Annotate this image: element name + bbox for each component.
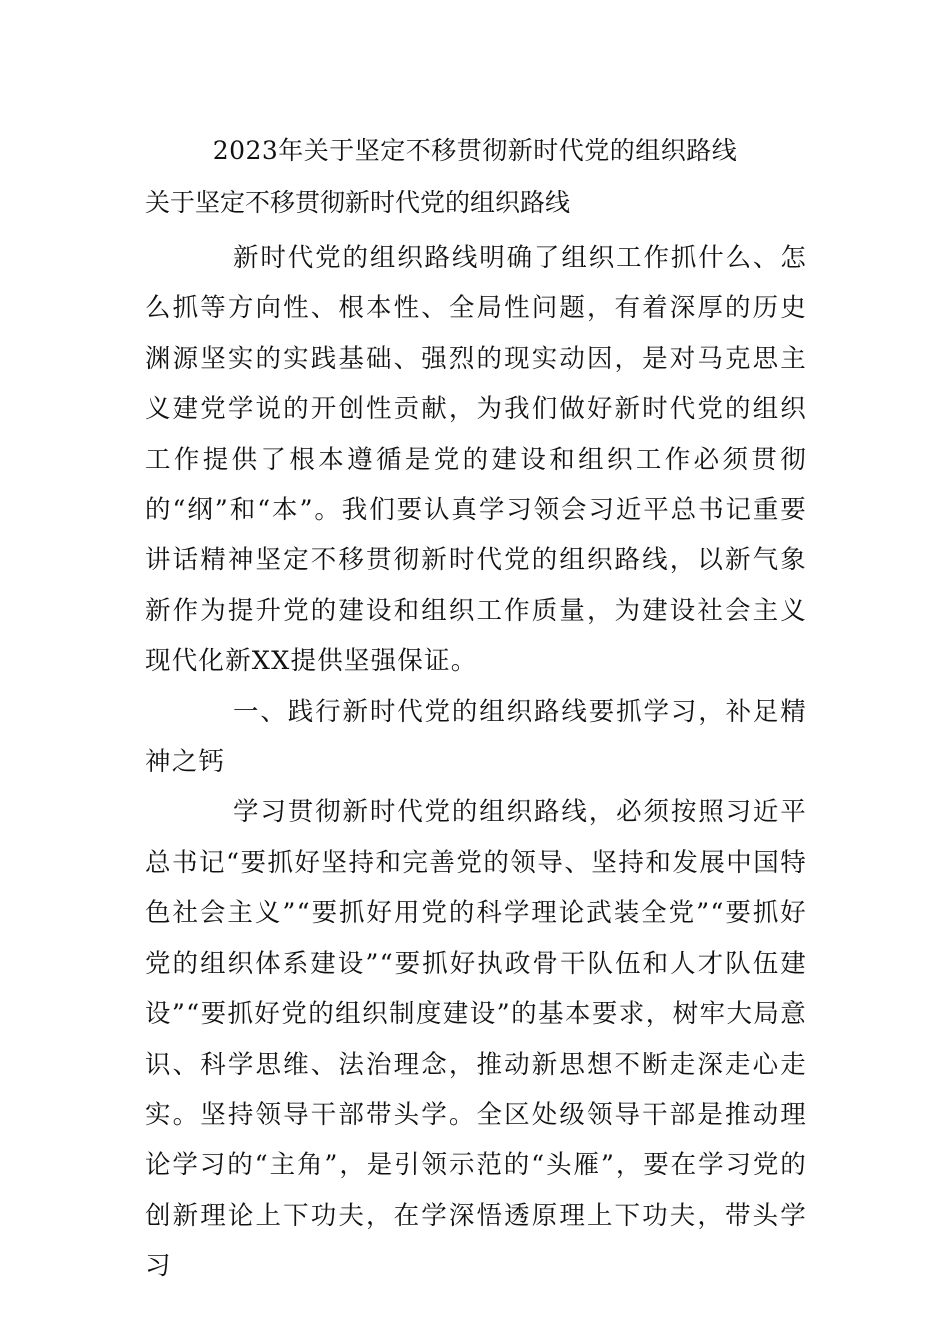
document-title: 2023年关于坚定不移贯彻新时代党的组织路线 xyxy=(212,136,738,165)
document-body xyxy=(145,233,807,1292)
document-subtitle: 关于坚定不移贯彻新时代党的组织路线 xyxy=(145,188,571,217)
section-1-paragraph: 学习贯彻新时代党的组织路线，必须按照习近平总书记“要抓好坚持和完善党的领导、坚持和发展中国特色社会主义”“要抓好用党的科学理论武装全党”“要抓好党的组织体系建设”“要抓好执政骨干队伍和人才队伍建设”“要抓好党的组织制度建设”的基本要求，树牢大局意识、科学思维、法治理念，推动新思想不断走深走心走实。坚持领导干部带头学。全区处级领导干部是推动理论学习的“主角”，是引领示范的“头雁”，要在学习党的创新理论上下功夫，在学深悟透原理上下功夫，带头学习 xyxy=(145,797,807,1282)
section-heading-1: 一、践行新时代党的组织路线要抓学习，补足精神之钙 xyxy=(145,696,807,778)
intro-paragraph: 新时代党的组织路线明确了组织工作抓什么、怎么抓等方向性、根本性、全局性问题，有着深厚的历史渊源坚实的实践基础、强烈的现实动因，是对马克思主义建党学说的开创性贡献，为我们做好新时代党的组织工作提供了根本遵循是党的建设和组织工作必须贯彻的“纲”和“本”。我们要认真学习领会习近平总书记重要讲话精神坚定不移贯彻新时代党的组织路线，以新气象新作为提升党的建设和组织工作质量，为建设社会主义现代化新XX提供坚强保证。 xyxy=(145,243,807,677)
